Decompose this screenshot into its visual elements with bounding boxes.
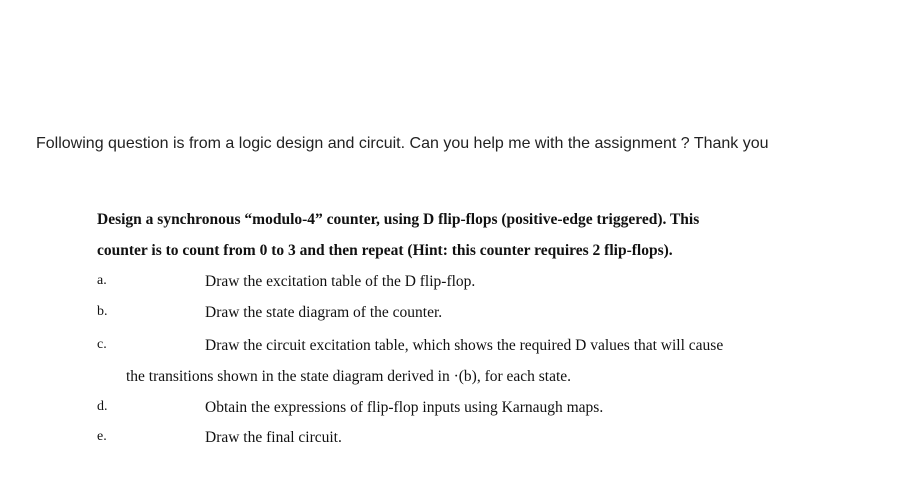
item-b-letter: b. — [97, 304, 108, 319]
item-b-text: Draw the state diagram of the counter. — [205, 304, 443, 321]
intro-text: Following question is from a logic design and circuit. Can you help me with the assignment ? Thank you — [36, 135, 769, 152]
item-c-continuation: the transitions shown in the state diagram derived in ·(b), for each state. — [126, 368, 572, 385]
item-c-text: Draw the circuit excitation table, which shows the required D values that will cause — [205, 337, 724, 354]
item-d-letter: d. — [97, 399, 108, 414]
item-e-text: Draw the final circuit. — [205, 429, 342, 446]
item-d-text: Obtain the expressions of flip-flop inputs using Karnaugh maps. — [205, 399, 604, 416]
problem-statement-line-2: counter is to count from 0 to 3 and then repeat (Hint: this counter requires 2 flip-flops). — [97, 242, 673, 259]
item-c-letter: c. — [97, 337, 107, 352]
item-a-letter: a. — [97, 273, 107, 288]
item-a-text: Draw the excitation table of the D flip-flop. — [205, 273, 476, 290]
item-e-letter: e. — [97, 429, 107, 444]
problem-statement-line-1: Design a synchronous “modulo-4” counter, using D flip-flops (positive-edge triggered). This — [97, 211, 700, 228]
